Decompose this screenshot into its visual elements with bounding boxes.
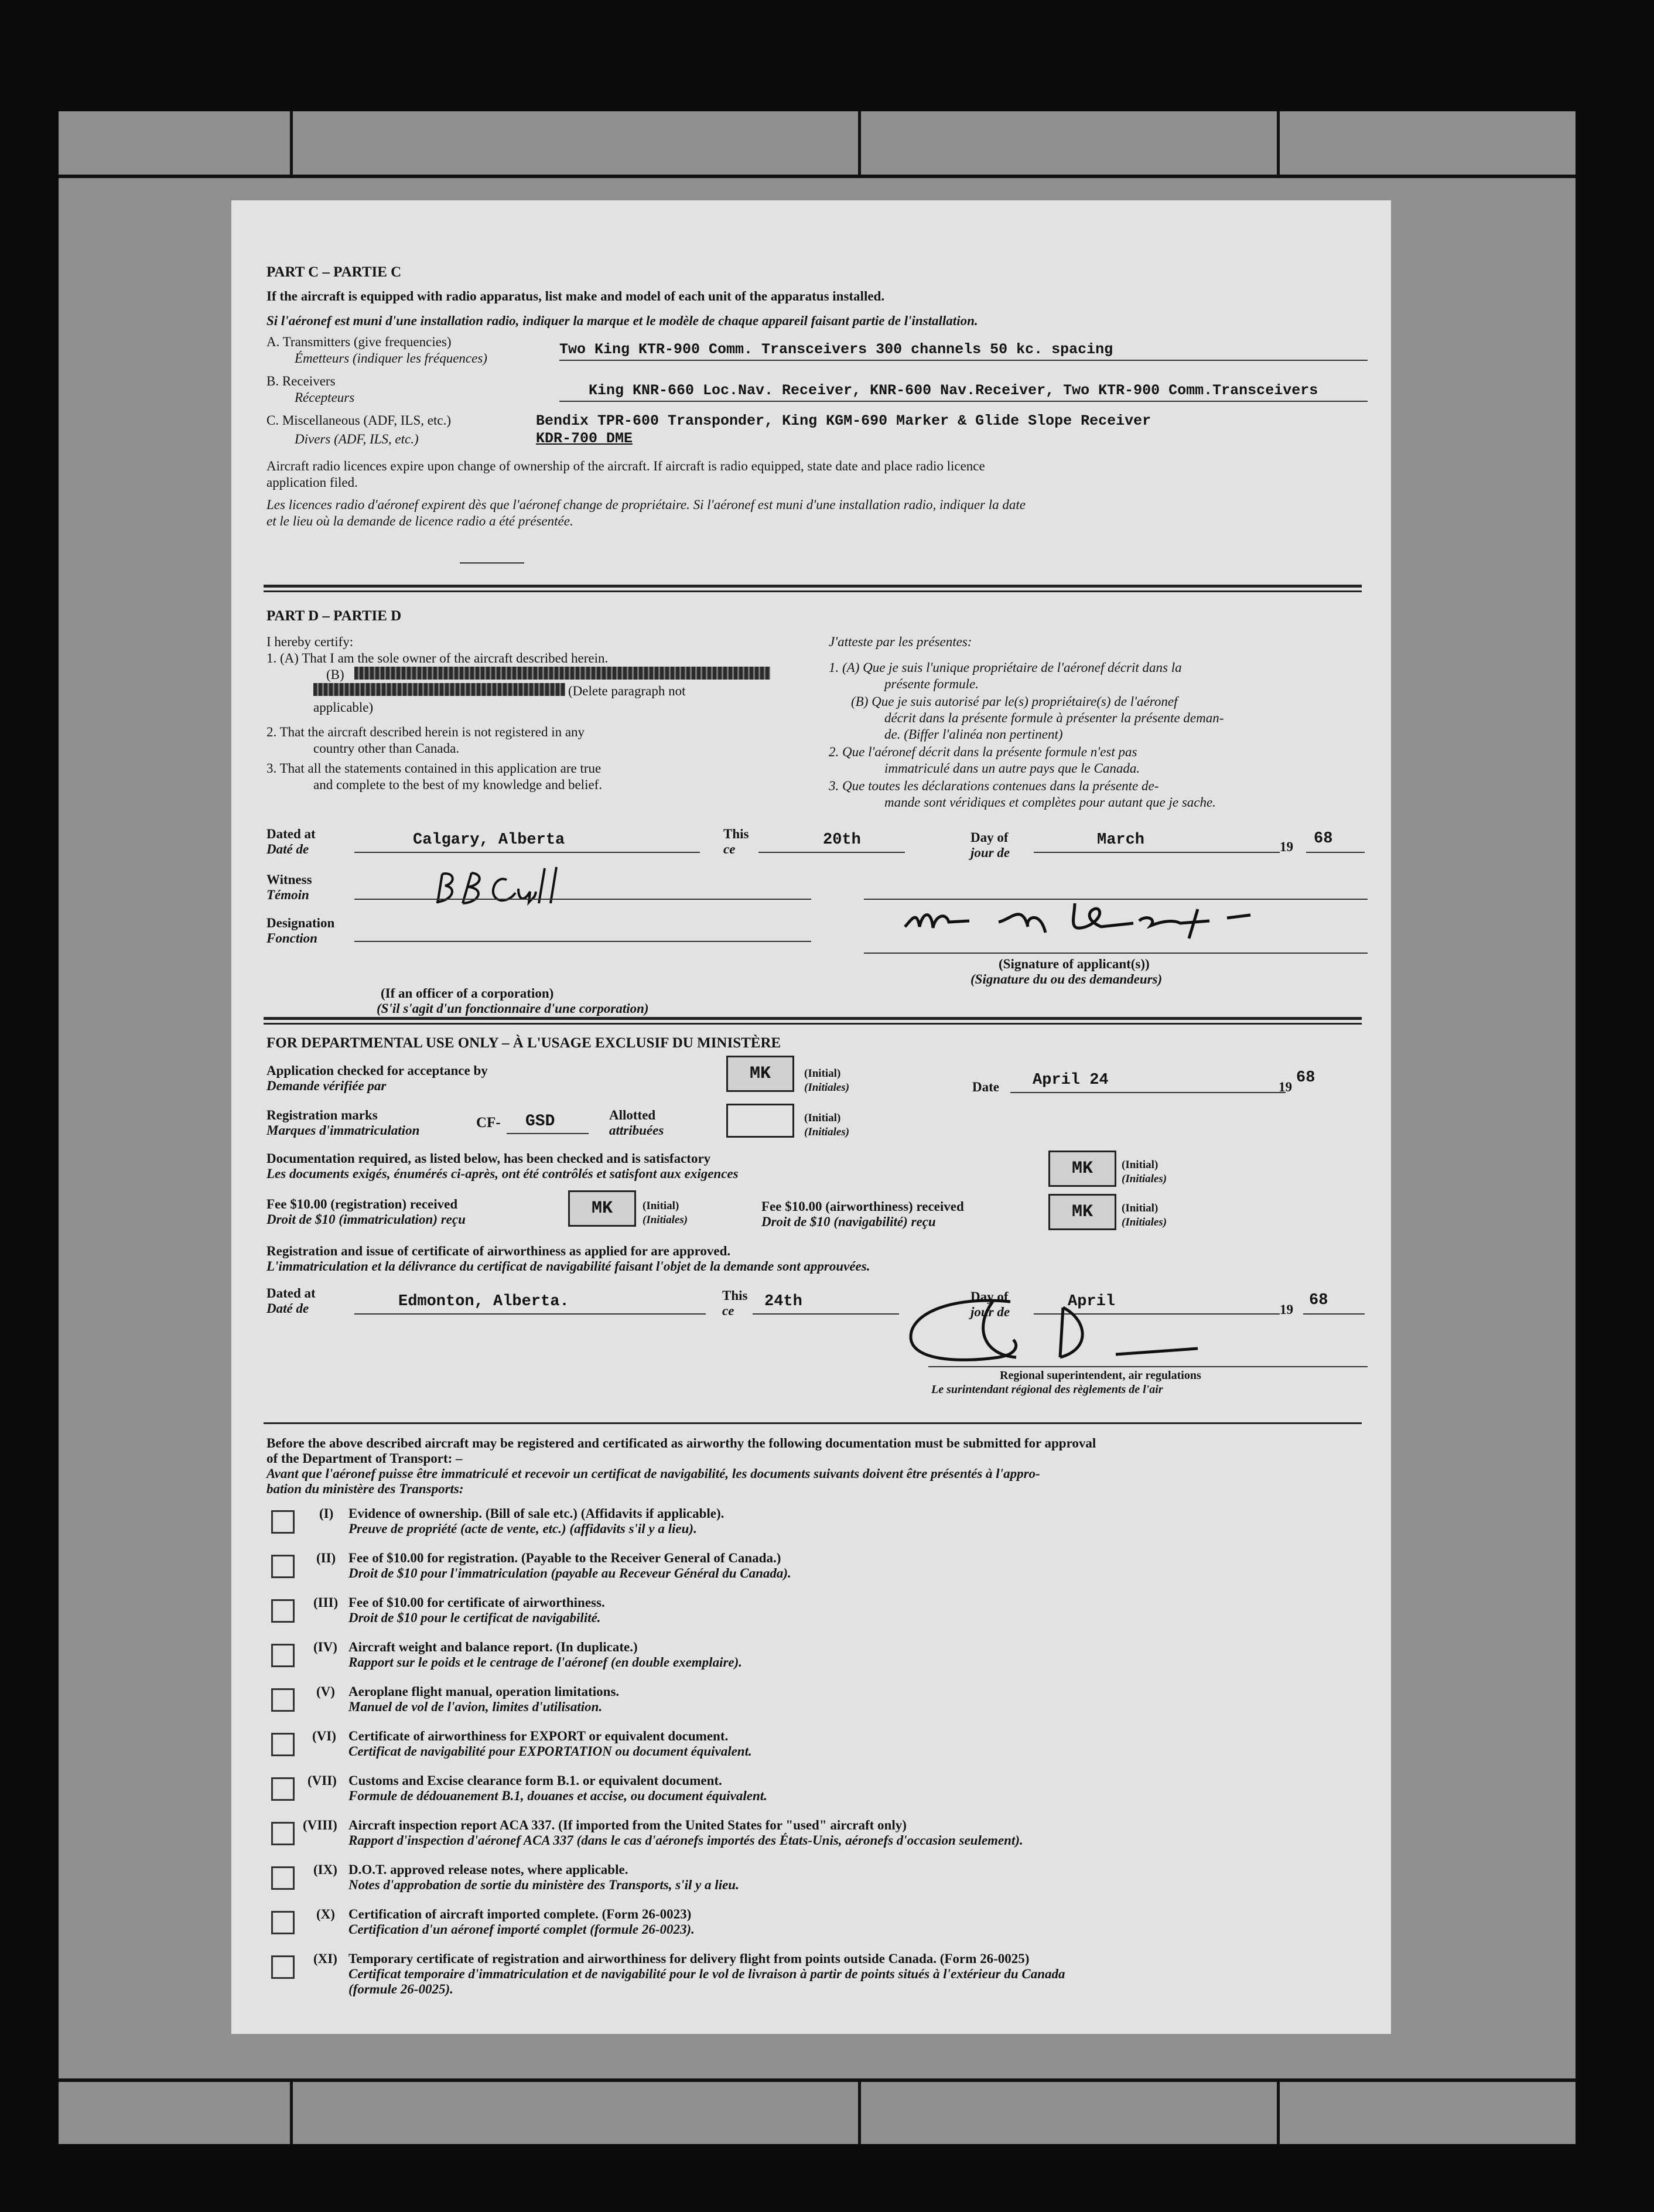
checked-initials: MK (749, 1064, 771, 1084)
doc-checkbox-iii[interactable] (271, 1599, 295, 1623)
certify-fr-2-2: immatriculé dans un autre pays que le Canada. (884, 761, 1140, 776)
officer-en: (If an officer of a corporation) (381, 986, 554, 1001)
dept-place-line (354, 1313, 706, 1315)
date-year: 68 (1296, 1069, 1315, 1087)
dept-top-rule (264, 1017, 1362, 1020)
doc-num: (VII) (307, 1773, 337, 1788)
dept-dated-fr: Daté de (266, 1301, 309, 1316)
dated-place-line (354, 852, 700, 853)
docs-intro-en-1: Before the above described aircraft may be registered and certificated as airworthy the following documentation must be submitted for approval (266, 1436, 1096, 1450)
dated-month-line (1034, 852, 1280, 853)
dated-year: 68 (1314, 830, 1333, 848)
dated-day: 20th (823, 831, 861, 849)
dept-dated-en: Dated at (266, 1286, 316, 1300)
allotted-fr: attribuées (609, 1123, 664, 1138)
dept-this-fr: ce (722, 1303, 734, 1318)
doc-num: (X) (316, 1907, 335, 1921)
docs-intro-en-2: of the Department of Transport: – (266, 1451, 463, 1466)
certify-fr-3-2: mande sont véridiques et complètes pour autant que je sache. (884, 795, 1216, 810)
doc-num: (III) (313, 1595, 339, 1610)
doc-text-fr: Droit de $10 pour l'immatriculation (payable au Receveur Général du Canada). (348, 1566, 791, 1581)
fee-reg-en: Fee $10.00 (registration) received (266, 1197, 458, 1211)
frame-divider-bl (290, 2081, 293, 2144)
allotted-en: Allotted (609, 1108, 656, 1122)
doc-text-fr-2: (formule 26-0025). (348, 1982, 453, 1996)
doc-text-en: Customs and Excise clearance form B.1. or equivalent document. (348, 1773, 722, 1788)
this-fr: ce (723, 842, 736, 856)
fee-air-initial-en: (Initial) (1122, 1202, 1159, 1214)
doc-checkbox-xi[interactable] (271, 1955, 295, 1979)
doc-num: (VIII) (303, 1818, 337, 1832)
reg-value: GSD (525, 1112, 555, 1131)
doc-checkbox-vi[interactable] (271, 1733, 295, 1756)
doc-text-fr: Notes d'approbation de sortie du ministère des Transports, s'il y a lieu. (348, 1878, 739, 1892)
checked-en: Application checked for acceptance by (266, 1063, 488, 1078)
certify-fr-3-1: 3. Que toutes les déclarations contenues dans la présente de- (829, 779, 1159, 793)
doc-text-en: Certificate of airworthiness for EXPORT or equivalent document. (348, 1729, 729, 1743)
frame-divider-bm (858, 2081, 861, 2144)
dated-year-line (1306, 852, 1365, 853)
superintendent-en: Regional superintendent, air regulations (1000, 1369, 1201, 1382)
allotted-initials-box (726, 1104, 794, 1138)
receivers-label-fr: Récepteurs (295, 390, 355, 405)
certify-en: I hereby certify: (266, 634, 354, 649)
dept-this-en: This (722, 1288, 748, 1303)
doc-text-en: Aircraft inspection report ACA 337. (If imported from the United States for "used" aircraft only) (348, 1818, 907, 1832)
witness-signature (430, 856, 606, 909)
issue-fr: L'immatriculation et la délivrance du certificat de navigabilité faisant l'objet de la demande sont approuvées. (266, 1259, 870, 1274)
dated-month: March (1097, 831, 1145, 849)
docs-top-rule (264, 1422, 1362, 1424)
dept-day: 24th (764, 1293, 802, 1310)
dept-place: Edmonton, Alberta. (398, 1293, 569, 1310)
doc-text-fr: Droit de $10 pour le certificat de navigabilité. (348, 1610, 601, 1625)
fee-reg-fr: Droit de $10 (immatriculation) reçu (266, 1212, 466, 1227)
misc-label-fr: Divers (ADF, ILS, etc.) (295, 432, 419, 446)
doc-text-en: Certification of aircraft imported complete. (Form 26-0023) (348, 1907, 692, 1921)
frame-divider-br (1277, 2081, 1280, 2144)
doc-checkbox-iv[interactable] (271, 1644, 295, 1667)
doc-text-en: Fee of $10.00 for certificate of airworthiness. (348, 1595, 605, 1610)
doc-checked-en: Documentation required, as listed below, has been checked and is satisfactory (266, 1151, 711, 1166)
transmitters-value: Two King KTR-900 Comm. Transceivers 300 channels 50 kc. spacing (559, 341, 1113, 358)
part-d-top-rule (264, 585, 1362, 588)
doc-checkbox-viii[interactable] (271, 1822, 295, 1845)
receivers-value: King KNR-660 Loc.Nav. Receiver, KNR-600 Nav.Receiver, Two KTR-900 Comm.Transceivers (589, 382, 1318, 399)
fee-reg-initial-en: (Initial) (643, 1200, 679, 1212)
reg-marks-en: Registration marks (266, 1108, 378, 1122)
certify-fr-1b-1: (B) Que je suis autorisé par le(s) propriétaire(s) de l'aéronef (851, 694, 1178, 709)
certify-en-2b: country other than Canada. (313, 741, 460, 756)
checked-fr: Demande vérifiée par (266, 1078, 387, 1093)
doc-initials: MK (1071, 1159, 1093, 1179)
receivers-line (559, 401, 1368, 402)
date-year-prefix: 19 (1279, 1080, 1292, 1094)
dept-dayof-fr: jour de (970, 1305, 1010, 1319)
certify-en-3b: and complete to the best of my knowledge and belief. (313, 777, 603, 792)
docs-intro-fr-2: bation du ministère des Transports: (266, 1482, 464, 1496)
certify-en-1b-redacted-2 (313, 683, 565, 696)
doc-checkbox-x[interactable] (271, 1911, 295, 1934)
doc-num: (XI) (313, 1951, 337, 1966)
dept-month: April (1068, 1293, 1116, 1310)
dept-year: 68 (1309, 1292, 1328, 1309)
doc-checkbox-ix[interactable] (271, 1866, 295, 1890)
designation-fr: Fonction (266, 931, 317, 945)
doc-checkbox-vii[interactable] (271, 1777, 295, 1801)
dayof-fr: jour de (970, 845, 1010, 860)
licence-en-2: application filed. (266, 475, 358, 490)
date-value: April 24 (1033, 1071, 1109, 1089)
part-c-intro-en: If the aircraft is equipped with radio apparatus, list make and model of each unit of the apparatus installed. (266, 289, 885, 303)
licence-en-1: Aircraft radio licences expire upon change of ownership of the aircraft. If aircraft is radio equipped, state date and place radio licence (266, 459, 985, 473)
doc-text-fr: Certificat de navigabilité pour EXPORTATION ou document équivalent. (348, 1744, 752, 1759)
allotted-initial-en: (Initial) (804, 1112, 841, 1124)
doc-initials-box (1048, 1151, 1116, 1187)
certify-en-1b-tail2: applicable) (313, 700, 374, 715)
application-form-page (231, 200, 1391, 2034)
doc-text-en: D.O.T. approved release notes, where applicable. (348, 1862, 628, 1877)
licence-fr-1: Les licences radio d'aéronef expirent dès que l'aéronef change de propriétaire. Si l'aéronef est muni d'une installation radio, indiquer la date (266, 497, 1026, 512)
reg-line (507, 1133, 589, 1134)
fee-air-fr: Droit de $10 (navigabilité) reçu (761, 1214, 936, 1229)
superintendent-signature (893, 1290, 1221, 1372)
receivers-label-en: B. Receivers (266, 374, 336, 388)
transmitters-line (559, 360, 1368, 361)
designation-line (354, 941, 811, 942)
doc-initial-fr: (Initiales) (1122, 1173, 1167, 1185)
doc-text-fr: Certificat temporaire d'immatriculation et de navigabilité pour le vol de livraison à partir de points situés à l'extérieur du Canada (348, 1967, 1065, 1981)
allotted-initial-fr: (Initiales) (804, 1126, 850, 1138)
frame-divider-mid (858, 111, 861, 176)
fee-reg-initials-box (568, 1190, 636, 1227)
certify-fr-1b-2: décrit dans la présente formule à présenter la présente deman- (884, 711, 1224, 725)
doc-text-en: Temporary certificate of registration and airworthiness for delivery flight from points outside Canada. (Form 26-0025) (348, 1951, 1030, 1966)
witness-line (354, 899, 811, 900)
transmitters-label-en: A. Transmitters (give frequencies) (266, 334, 452, 349)
doc-checked-fr: Les documents exigés, énumérés ci-après, ont été contrôlés et satisfont aux exigences (266, 1166, 739, 1181)
doc-checkbox-v[interactable] (271, 1688, 295, 1712)
applicant-sig-line (864, 953, 1368, 954)
doc-num: (IV) (313, 1640, 337, 1654)
witness-en: Witness (266, 872, 312, 887)
doc-text-en: Fee of $10.00 for registration. (Payable to the Receiver General of Canada.) (348, 1551, 781, 1565)
docs-intro-fr-1: Avant que l'aéronef puisse être immatriculé et recevoir un certificat de navigabilité, les documents suivants doivent être présentés à l'appro- (266, 1466, 1040, 1481)
doc-text-fr: Preuve de propriété (acte de vente, etc.) (affidavits s'il y a lieu). (348, 1521, 697, 1536)
fee-reg-initial-fr: (Initiales) (643, 1214, 688, 1226)
sig-applicant-en: (Signature of applicant(s)) (999, 957, 1150, 971)
certify-fr-1b-3: de. (Biffer l'alinéa non pertinent) (884, 727, 1063, 742)
frame-bottom-line (59, 2078, 1576, 2082)
fee-air-initials: MK (1071, 1202, 1093, 1222)
doc-text-fr: Rapport sur le poids et le centrage de l'aéronef (en double exemplaire). (348, 1655, 743, 1670)
date-line (1010, 1092, 1286, 1093)
doc-num: (II) (316, 1551, 336, 1565)
part-d-heading: PART D – PARTIE D (266, 608, 402, 624)
dayof-en: Day of (970, 830, 1009, 845)
certify-en-1a: 1. (A) That I am the sole owner of the aircraft described herein. (266, 651, 609, 665)
dept-dayof-en: Day of (970, 1289, 1009, 1304)
part-d-top-rule-2 (264, 590, 1362, 592)
transmitters-label-fr: Émetteurs (indiquer les fréquences) (295, 351, 487, 366)
doc-checkbox-i[interactable] (271, 1510, 295, 1534)
dept-year-prefix: 19 (1280, 1302, 1293, 1317)
part-c-intro-fr: Si l'aéronef est muni d'une installation radio, indiquer la marque et le modèle de chaque appareil faisant partie de l'installation. (266, 313, 978, 328)
dated-day-line (758, 852, 905, 853)
doc-text-fr: Formule de dédouanement B.1, douanes et accise, ou document équivalent. (348, 1788, 767, 1803)
misc-value-2: KDR-700 DME (536, 430, 633, 447)
misc-value-1: Bendix TPR-600 Transponder, King KGM-690 Marker & Glide Slope Receiver (536, 412, 1151, 429)
doc-checkbox-ii[interactable] (271, 1555, 295, 1578)
checked-initial-en: (Initial) (804, 1067, 841, 1080)
certify-en-2a: 2. That the aircraft described herein is not registered in any (266, 725, 585, 739)
designation-en: Designation (266, 916, 335, 930)
frame-top-line (59, 175, 1576, 178)
doc-text-en: Aeroplane flight manual, operation limitations. (348, 1684, 620, 1699)
certify-fr-1a-1: 1. (A) Que je suis l'unique propriétaire de l'aéronef décrit dans la (829, 660, 1182, 675)
dated-at-fr: Daté de (266, 842, 309, 856)
doc-num: (VI) (312, 1729, 336, 1743)
fee-air-initial-fr: (Initiales) (1122, 1216, 1167, 1228)
dept-year-line (1303, 1313, 1365, 1315)
doc-num: (I) (319, 1506, 334, 1521)
dated-place: Calgary, Alberta (413, 831, 565, 849)
doc-initial-en: (Initial) (1122, 1159, 1159, 1171)
dept-heading: FOR DEPARTMENTAL USE ONLY – À L'USAGE EXCLUSIF DU MINISTÈRE (266, 1035, 781, 1051)
witness-fr: Témoin (266, 887, 309, 902)
fee-air-en: Fee $10.00 (airworthiness) received (761, 1199, 964, 1214)
certify-en-1b-redacted (354, 667, 770, 680)
doc-text-en: Evidence of ownership. (Bill of sale etc.) (Affidavits if applicable). (348, 1506, 725, 1521)
applicant-signature (899, 886, 1274, 950)
issue-en: Registration and issue of certificate of airworthiness as applied for are approved. (266, 1244, 731, 1258)
checked-initials-box (726, 1056, 794, 1092)
frame-divider-left (290, 111, 293, 176)
doc-text-fr: Rapport d'inspection d'aéronef ACA 337 (dans le cas d'aéronefs importés des États-Unis, aéronefs d'occasion seulement). (348, 1833, 1023, 1848)
certify-fr-1a-2: présente formule. (884, 677, 979, 691)
part-c-heading: PART C – PARTIE C (266, 264, 402, 280)
checked-initial-fr: (Initiales) (804, 1081, 850, 1094)
reg-marks-fr: Marques d'immatriculation (266, 1123, 420, 1138)
doc-num: (IX) (313, 1862, 337, 1877)
certify-fr-2-1: 2. Que l'aéronef décrit dans la présente formule n'est pas (829, 745, 1137, 759)
superintendent-line (928, 1366, 1368, 1367)
doc-num: (V) (316, 1684, 335, 1699)
licence-short-line (460, 562, 524, 564)
doc-text-fr: Manuel de vol de l'avion, limites d'utilisation. (348, 1699, 603, 1714)
dept-day-line (753, 1313, 899, 1315)
misc-label-en: C. Miscellaneous (ADF, ILS, etc.) (266, 413, 451, 428)
fee-air-initials-box (1048, 1194, 1116, 1230)
certify-en-3a: 3. That all the statements contained in this application are true (266, 761, 602, 776)
date-label: Date (972, 1080, 999, 1094)
certify-en-1b-tail: (Delete paragraph not (568, 684, 686, 698)
dated-at-en: Dated at (266, 827, 316, 841)
officer-fr: (S'il s'agit d'un fonctionnaire d'une corporation) (377, 1001, 649, 1016)
reg-prefix: CF- (476, 1115, 501, 1131)
frame-divider-right (1277, 111, 1280, 176)
fee-reg-initials: MK (591, 1199, 613, 1218)
dept-top-rule-2 (264, 1023, 1362, 1025)
sig-applicant-fr: (Signature du ou des demandeurs) (970, 972, 1163, 986)
superintendent-fr: Le surintendant régional des règlements de l'air (931, 1383, 1163, 1396)
doc-text-en: Aircraft weight and balance report. (In duplicate.) (348, 1640, 638, 1654)
doc-text-fr: Certification d'un aéronef importé complet (formule 26-0023). (348, 1922, 695, 1937)
this-en: This (723, 827, 749, 841)
certify-fr: J'atteste par les présentes: (829, 634, 972, 649)
licence-fr-2: et le lieu où la demande de licence radio a été présentée. (266, 514, 573, 528)
certify-en-1b-label: (B) (326, 667, 344, 682)
dated-year-prefix: 19 (1280, 839, 1293, 854)
